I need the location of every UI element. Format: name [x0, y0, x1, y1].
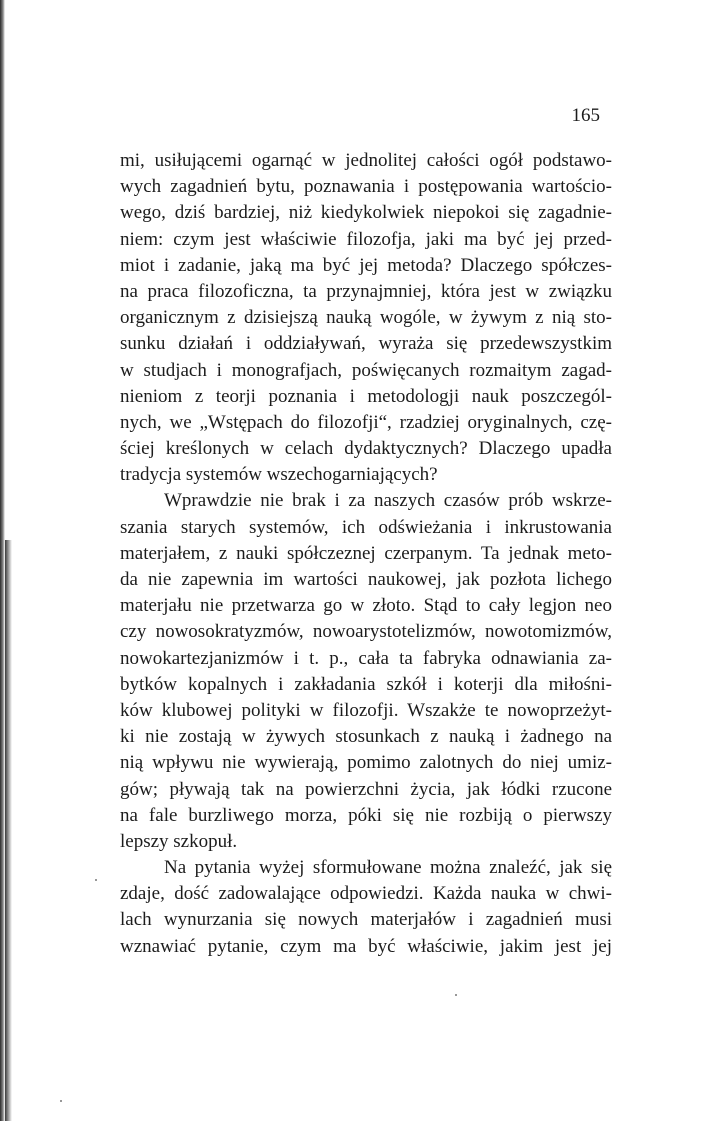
text-line: ściej kreślonych w celach dydaktycznych? Dlaczego upadła [120, 438, 612, 460]
paragraph [120, 488, 612, 855]
text-line: wznawiać pytanie, czym ma być właściwie, jakim jest jej [120, 935, 612, 957]
text-line: tradycja systemów wszechogarniających? [120, 464, 438, 486]
text-line: na fale burzliwego morza, póki się nie rozbiją o pierwszy [120, 804, 612, 826]
text-line: sunku działań i oddziaływań, wyraża się przedewszystkim [120, 333, 612, 355]
paragraph [120, 855, 612, 960]
paragraph [120, 148, 612, 488]
text-line: nią wpływu nie wywierają, pomimo zalotnych do niej umiz- [120, 752, 612, 774]
text-line: nowokartezjanizmów i t. p., cała ta fabryka odnawiania za- [120, 647, 612, 669]
text-line: szania starych systemów, ich odświeżania i inkrustowania [120, 516, 612, 538]
text-line: miot i zadanie, jaką ma być jej metoda? Dlaczego spółczes- [120, 254, 612, 276]
page-binding-shadow [5, 540, 12, 1121]
text-line: mi, usiłującemi ogarnąć w jednolitej całości ogół podstawo- [120, 150, 612, 171]
text-line: wych zagadnień bytu, poznawania i postępowania wartościo- [120, 176, 612, 198]
text-line: lepszy szkopuł. [120, 830, 238, 852]
scan-speck [455, 994, 457, 996]
text-line: niem: czym jest właściwie filozofja, jaki ma być jej przed- [120, 228, 612, 250]
text-line: bytków kopalnych i zakładania szkół i koterji dla miłośni- [120, 673, 612, 695]
text-line: Na pytania wyżej sformułowane można znaleźć, jak się [164, 857, 612, 879]
body-text [120, 148, 612, 960]
page-number: 165 [571, 105, 600, 126]
text-line: lach wynurzania się nowych materjałów i zagadnień musi [120, 909, 612, 931]
text-line: nieniom z teorji poznania i metodologji nauk poszczegól- [120, 385, 612, 407]
text-line: wego, dziś bardziej, niż kiedykolwiek niepokoi się zagadnie- [120, 202, 612, 224]
text-line: na praca filozoficzna, ta przynajmniej, która jest w związku [120, 280, 612, 302]
text-line: czy nowosokratyzmów, nowoarystotelizmów, nowotomizmów, [120, 621, 612, 643]
text-line: organicznym z dzisiejszą nauką wogóle, w żywym z nią sto- [120, 307, 612, 329]
text-line: Wprawdzie nie brak i za naszych czasów prób wskrze- [164, 490, 612, 512]
text-line: zdaje, dość zadowalające odpowiedzi. Każda nauka w chwi- [120, 883, 612, 905]
text-line: ków klubowej polityki w filozofji. Wszakże te nowoprzeżyt- [120, 699, 612, 721]
scan-speck [95, 879, 97, 881]
text-line: w studjach i monografjach, poświęcanych rozmaitym zagad- [120, 359, 612, 381]
text-line: materjału nie przetwarza go w złoto. Stąd to cały legjon neo [120, 595, 612, 617]
scan-speck [60, 1100, 62, 1102]
text-line: da nie zapewnia im wartości naukowej, jak pozłota lichego [120, 569, 612, 590]
text-line: ki nie zostają w żywych stosunkach z nauką i żadnego na [120, 726, 612, 748]
text-line: materjałem, z nauki spółczeznej czerpanym. Ta jednak meto- [120, 542, 612, 564]
text-line: gów; pływają tak na powierzchni życia, jak łódki rzucone [120, 778, 612, 800]
text-line: nych, we „Wstępach do filozofji“, rzadziej oryginalnych, czę- [120, 411, 612, 433]
